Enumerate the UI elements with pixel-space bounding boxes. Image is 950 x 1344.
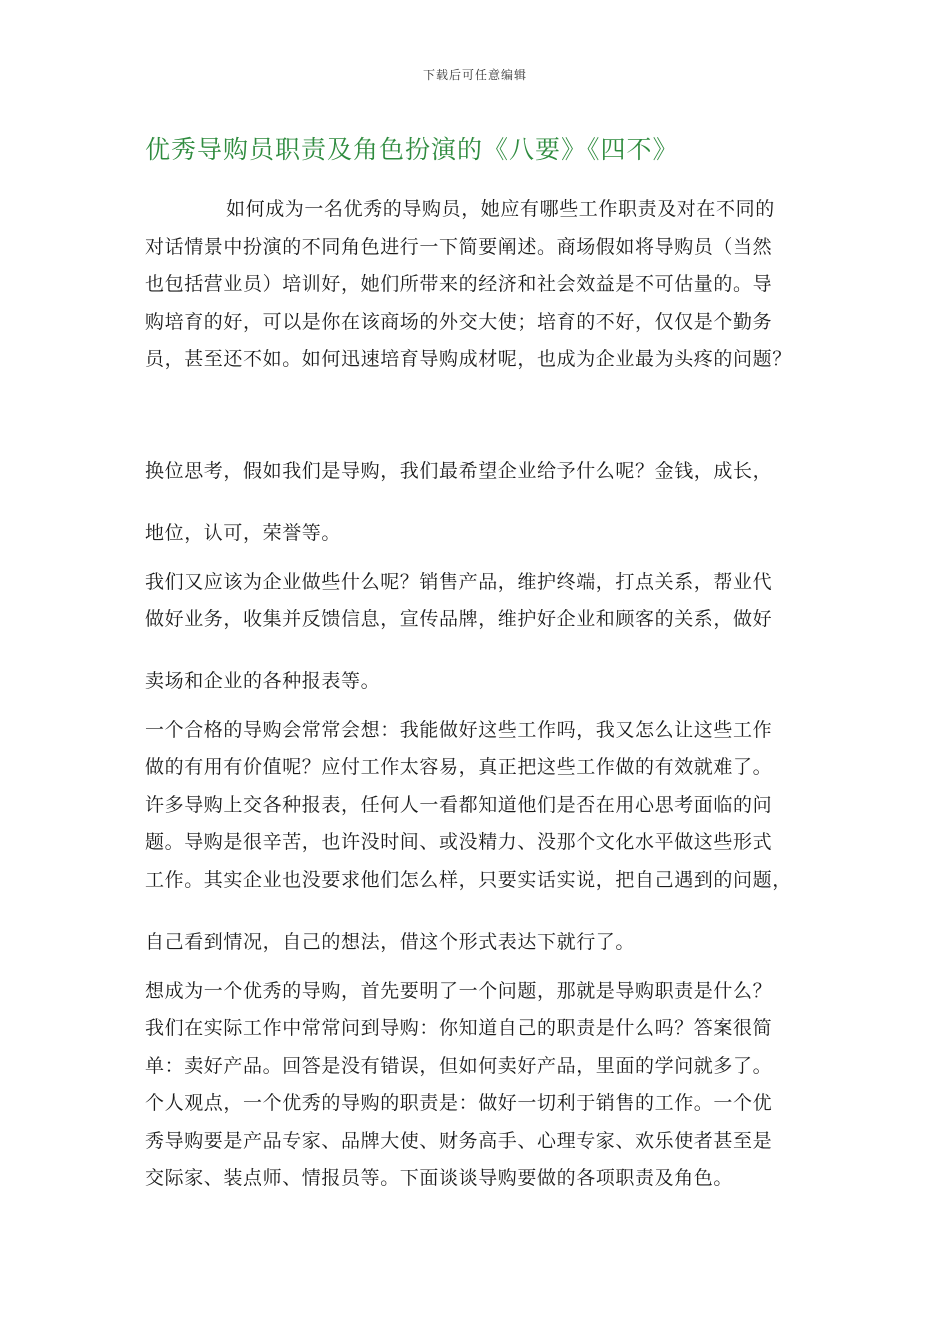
paragraph-line: 单：卖好产品。回答是没有错误，但如何卖好产品，里面的学问就多了。 — [145, 1055, 773, 1077]
paragraph-line: 员，甚至还不如。如何迅速培育导购成材呢，也成为企业最为头疼的问题？ — [145, 348, 792, 370]
paragraph-line: 我们在实际工作中常常问到导购：你知道自己的职责是什么吗？答案很简 — [145, 1017, 773, 1039]
paragraph-line: 地位，认可，荣誉等。 — [145, 522, 342, 544]
paragraph-line: 一个合格的导购会常常会想：我能做好这些工作吗，我又怎么让这些工作 — [145, 719, 773, 741]
paragraph-line: 题。导购是很辛苦，也许没时间、或没精力、没那个文化水平做这些形式 — [145, 831, 773, 853]
paragraph-line: 卖场和企业的各种报表等。 — [145, 670, 381, 692]
paragraph-line: 许多导购上交各种报表，任何人一看都知道他们是否在用心思考面临的问 — [145, 794, 773, 816]
document-title: 优秀导购员职责及角色扮演的《八要》《四不》 — [145, 135, 679, 164]
paragraph-line: 也包括营业员）培训好，她们所带来的经济和社会效益是不可估量的。导 — [145, 273, 773, 295]
paragraph-line: 我们又应该为企业做些什么呢？销售产品，维护终端，打点关系，帮业代 — [145, 571, 773, 593]
paragraph-line: 个人观点，一个优秀的导购的职责是：做好一切利于销售的工作。一个优 — [145, 1092, 773, 1114]
paragraph-line: 工作。其实企业也没要求他们怎么样，只要实话实说，把自己遇到的问题， — [145, 869, 792, 891]
paragraph-line: 对话情景中扮演的不同角色进行一下简要阐述。商场假如将导购员（当然 — [145, 236, 773, 258]
paragraph-line: 秀导购要是产品专家、品牌大使、财务高手、心理专家、欢乐使者甚至是 — [145, 1130, 773, 1152]
paragraph-line: 如何成为一名优秀的导购员，她应有哪些工作职责及对在不同的 — [226, 198, 775, 220]
paragraph-line: 做好业务，收集并反馈信息，宣传品牌，维护好企业和顾客的关系，做好 — [145, 608, 773, 630]
paragraph-line: 交际家、装点师、情报员等。下面谈谈导购要做的各项职责及角色。 — [145, 1167, 734, 1189]
paragraph-line: 自己看到情况，自己的想法，借这个形式表达下就行了。 — [145, 931, 636, 953]
paragraph-line: 想成为一个优秀的导购，首先要明了一个问题，那就是导购职责是什么？ — [145, 980, 773, 1002]
paragraph-line: 购培育的好，可以是你在该商场的外交大使；培育的不好，仅仅是个勤务 — [145, 311, 773, 333]
page-header-note: 下载后可任意编辑 — [422, 68, 527, 82]
paragraph-line: 做的有用有价值呢？应付工作太容易，真正把这些工作做的有效就难了。 — [145, 756, 773, 778]
paragraph-line: 换位思考，假如我们是导购，我们最希望企业给予什么呢？金钱，成长， — [145, 460, 773, 482]
